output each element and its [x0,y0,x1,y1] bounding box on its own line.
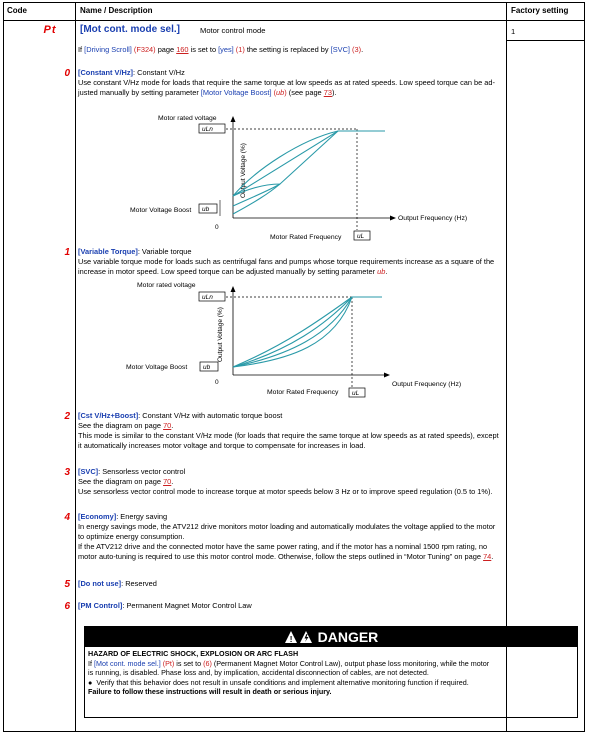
intro-end: . [361,45,364,54]
chart2-ul: uL [352,390,360,397]
danger-l1b: is set to [174,658,204,668]
chart2-boost: Motor Voltage Boost [126,364,188,371]
opt0-refsym: ub [276,88,285,97]
chart1-axis-y: Output Voltage (%) [240,143,247,198]
opt2-line1: This mode is similar to the constant V/Hz mode (for loads that require the same torque at low speeds as at rated speeds), except [78,431,499,440]
opt1-line2: increase in motor speed. Low speed torque can be adjusted manually by setting parameter [78,267,378,276]
opt1-name: [Variable Torque] [78,247,138,256]
opt4-line3: If the ATV212 drive and the connected motor have the same power rating, and if the motor has a nominal 1500 rpm rating, no [78,542,488,551]
intro-mid3: the setting is replaced by [246,45,331,54]
opt3-line1: Use sensorless vector control mode to increase torque at motor speeds below 3 Hz or to improve speed regulation (0.5 to 1%). [78,487,493,496]
chart1-axis-x: Output Frequency (Hz) [398,215,468,222]
opt2-page-link[interactable]: 70 [163,421,172,430]
opt3-dot: . [171,477,174,486]
danger-ref[interactable]: [Mot cont. mode sel.] [94,658,161,668]
opt4-line4a: motor auto-tuning is required to use this motor control mode. Otherwise, follow the steps outlined in “Motor Tuning” on page [78,552,484,561]
opt2-text [78,411,578,451]
chart2-ub: ub [203,364,211,371]
chart2-ylabel-top: Motor rated voltage [137,282,196,289]
opt0-name: [Constant V/Hz] [78,68,134,77]
opt3-page-link[interactable]: 70 [163,477,172,486]
bullet-icon: ● [88,677,97,687]
opt4-line2: to optimize energy consumption. [78,532,185,541]
danger-title: DANGER [317,629,379,645]
opt2-see: See the diagram on page [78,421,164,430]
danger-fail: Failure to follow these instructions will result in death or serious injury. [88,687,332,697]
intro-pre: If [78,45,85,54]
intro-svc: [SVC] [330,45,350,54]
opt3-see: See the diagram on page [78,477,164,486]
warning-icon [284,630,314,644]
chart2-axis-x: Output Frequency (Hz) [392,381,462,388]
opt0-line2a: justed manually by setting parameter [78,88,201,97]
param-factory: 1 [511,27,516,36]
opt1-title: : Variable torque [137,247,192,256]
header-name: Name / Description [80,6,153,15]
opt6-name: [PM Control] [78,601,123,610]
opt4-line1: In energy savings mode, the ATV212 drive monitors motor loading and automatically modulates the voltage applied to the motor [78,522,496,531]
opt6-code: 6 [64,601,70,612]
opt0-refcode: ( [271,88,277,97]
opt3-code: 3 [64,467,70,478]
opt2-title: : Constant V/Hz with automatic torque boost [138,411,283,420]
opt0-line2c: ). [331,88,337,97]
chart1-ul: uL [357,233,365,240]
chart2-freq: Motor Rated Frequency [267,389,339,396]
intro-page-link[interactable]: 160 [176,45,189,54]
chart1-zero: 0 [215,224,219,231]
danger-l1c: (Permanent Magnet Motor Control Law), output phase loss monitoring, while the motor [211,658,490,668]
chart1-uln: uLn [202,126,213,133]
danger-header [85,627,577,647]
intro-refcode: (F324) [131,45,158,54]
danger-l2: is running, is disabled. Phase loss and, by implication, accidental disconnection of cables, are not detected. [88,668,429,678]
danger-hazard: HAZARD OF ELECTRIC SHOCK, EXPLOSION OR ARC FLASH [88,649,299,658]
opt2-code: 2 [64,411,70,422]
opt1-code: 1 [64,247,70,258]
intro-mid2: is set to [188,45,219,54]
opt2-name: [Cst V/Hz+Boost] [78,411,139,420]
param-name: [Mot cont. mode sel.] [80,24,180,35]
chart1-ub: ub [202,206,210,213]
chart2-uln: uLn [202,294,213,301]
opt0-ref[interactable]: [Motor Voltage Boost] [200,88,272,97]
opt4-page-link[interactable]: 74 [483,552,492,561]
opt1-line1: Use variable torque mode for loads such as centrifugal fans and pumps whose torque requirements increase as a square of the [78,257,495,266]
opt2-dot: . [171,421,174,430]
intro-ref[interactable]: [Driving Scroll] [84,45,132,54]
intro-svccode: (3) [349,45,362,54]
danger-box [84,626,578,718]
opt4-name: [Economy] [78,512,117,521]
danger-body [85,647,577,699]
header-code: Code [7,6,27,15]
chart1-ylabel-top: Motor rated voltage [158,115,217,122]
chart1-freq: Motor Rated Frequency [270,234,342,241]
opt1-sym: ub [377,267,386,276]
chart1-boost: Motor Voltage Boost [130,207,192,214]
danger-val: (6) [203,658,212,668]
opt4-title: : Energy saving [116,512,168,521]
header-factory: Factory setting [511,6,569,15]
opt3-name: [SVC] [78,467,99,476]
intro-val: [yes] [218,45,234,54]
opt3-title: : Sensorless vector control [98,467,186,476]
opt3-text [78,467,578,497]
danger-refcode: (Pt) [160,658,175,668]
intro-valcode: (1) [233,45,247,54]
svg-text:!: ! [289,635,293,644]
param-code: Pt [43,24,57,36]
param-subtitle: Motor control mode [200,26,266,35]
opt0-line1: Use constant V/Hz mode for loads that require the same torque at low speeds as at rated speeds. Low speed torque can be ad- [78,78,495,87]
opt0-line2b: (see page [286,88,324,97]
opt6-title: : Permanent Magnet Motor Control Law [122,601,252,610]
opt5-code: 5 [64,579,70,590]
opt4-code: 4 [64,512,70,523]
opt0-title: : Constant V/Hz [133,68,185,77]
opt2-line2: it automatically increases motor voltage and torque to compensate for increases in load. [78,441,366,450]
opt0-page-link[interactable]: 73 [323,88,332,97]
chart2-axis-y: Output Voltage (%) [217,307,224,362]
opt4-dot: . [491,552,494,561]
danger-l1a: If [88,658,94,668]
opt0-refclose: ) [284,88,287,97]
chart2-curves [233,297,382,367]
opt4-text [78,512,578,562]
chart2-zero: 0 [215,379,219,386]
opt5-name: [Do not use] [78,579,122,588]
opt1-dot: . [385,267,388,276]
opt6-text [78,601,578,611]
danger-bullet: Verify that this behavior does not result in unsafe conditions and implement alternative monitoring function if required. [96,677,469,687]
intro-mid1: page [157,45,177,54]
opt0-code: 0 [64,68,70,79]
opt5-text [78,579,578,589]
opt5-title: : Reserved [121,579,157,588]
